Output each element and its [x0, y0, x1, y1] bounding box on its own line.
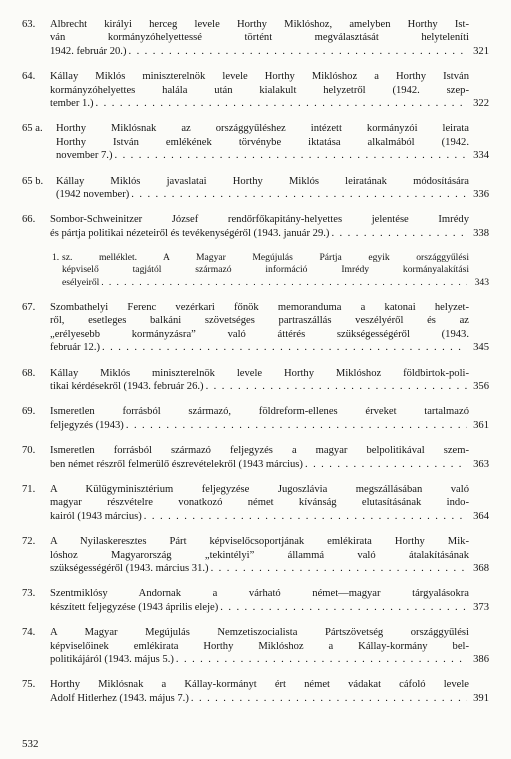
entry-title [22, 175, 469, 202]
entry-title [22, 678, 469, 705]
title-line: képviselő tagjától származó információ Imrédy kormányalakítási [62, 264, 469, 276]
toc-entry [22, 367, 489, 394]
entry-page-number: 321 [473, 45, 489, 57]
title-line: Albrecht királyi herceg levele Horthy Miklóshoz, amelyben Horthy Ist- [50, 19, 469, 30]
entry-number: 1. [52, 252, 60, 264]
title-line: Kállay Miklós miniszterelnök levele Horthy Miklóshoz a Horthy István [50, 71, 469, 83]
leader-dots [96, 97, 467, 110]
toc-entry [22, 175, 489, 202]
title-line: és pártja politikai nézeteiről és tevékenységéről (1943. január 29.) [50, 227, 330, 239]
title-line: A Magyar Megújulás Nemzetiszocialista Pártszövetség országgyűlési [50, 627, 469, 639]
entry-title [22, 213, 469, 240]
entry-number: 72. [22, 536, 36, 548]
toc-entry [22, 626, 489, 666]
title-line: Sombor-Schweinitzer József rendőrfőkapitány-helyettes jelentése Imrédy [50, 214, 469, 226]
title-line: Horthy Miklósnak az országgyűléshez intézett kormányzói leirata [56, 123, 469, 135]
entry-title [52, 252, 469, 289]
title-line: tember 1.) [50, 98, 94, 110]
leader-dots [144, 510, 467, 523]
entry-number: 63. [22, 19, 36, 30]
toc-entry [22, 301, 489, 355]
entry-number: 68. [22, 367, 36, 379]
title-line: feljegyzés (1943) [50, 419, 124, 431]
toc-entry [22, 70, 489, 110]
entry-number: 74. [22, 627, 36, 639]
title-line: ben német részről felmerülő észrevételekről (1943 március) [50, 458, 303, 470]
toc-entry [22, 122, 489, 162]
entry-title [22, 626, 469, 666]
leader-dots [176, 653, 467, 666]
title-line: 1942. február 20.) [50, 45, 127, 57]
entry-title [22, 18, 469, 58]
table-of-contents [22, 18, 489, 705]
entry-title [22, 535, 469, 575]
entry-title [22, 367, 469, 394]
entry-number: 73. [22, 588, 36, 600]
entry-page-number: 386 [473, 654, 489, 666]
title-line: „erélyesebb kormányzásra” való áttérés szükségességéről (1943. [50, 328, 469, 340]
entry-page-number: 373 [473, 601, 489, 613]
title-line: A Nyilaskeresztes Párt képviselőcsoportjának emlékirata Horthy Mik- [50, 536, 469, 548]
leader-dots [102, 341, 467, 354]
entry-page-number: 336 [473, 189, 489, 201]
toc-entry [22, 18, 489, 58]
title-line: ván kormányzóhelyettessé történt megválasztását helyteleníti [50, 32, 469, 44]
title-line: A Külügyminisztérium feljegyzése Jugoszlávia megszállásában való [50, 483, 469, 495]
title-line: február 12.) [50, 342, 100, 354]
entry-title [22, 70, 469, 110]
title-line: magyar részvételre vonatkozó német kívánság elutasításának indo- [50, 497, 469, 509]
leader-dots [128, 45, 467, 58]
entry-title [22, 444, 469, 471]
entry-number: 69. [22, 406, 36, 418]
entry-page-number: 322 [473, 98, 489, 110]
entry-number: 67. [22, 301, 36, 313]
title-line: szükségességéről (1943. március 31.) [50, 562, 209, 574]
leader-dots [211, 562, 467, 575]
leader-dots [305, 458, 467, 471]
entry-title [22, 301, 469, 355]
title-line: Ismeretlen forrásból származó, földreform-ellenes érveket tartalmazó [50, 406, 469, 418]
entry-number: 65 a. [22, 123, 43, 135]
entry-number: 71. [22, 483, 36, 495]
toc-entry [22, 405, 489, 432]
title-line: november 7.) [56, 150, 113, 162]
entry-page-number: 363 [473, 458, 489, 470]
entry-number: 75. [22, 679, 36, 691]
title-line: politikájáról (1943. május 5.) [50, 654, 174, 666]
title-line: lóshoz Magyarország „tekintélyi” állammá való átalakításának [50, 549, 469, 561]
leader-dots [331, 227, 467, 240]
page-number: 532 [22, 738, 39, 750]
title-line: (1942 november) [56, 189, 130, 201]
title-line: Horthy Miklósnak a Kállay-kormányt ért német vádakat cáfoló levele [50, 679, 469, 691]
entry-title [22, 405, 469, 432]
entry-page-number: 361 [473, 419, 489, 431]
entry-number: 65 b. [22, 175, 44, 187]
entry-page-number: 345 [473, 342, 489, 354]
leader-dots [114, 149, 467, 162]
leader-dots [220, 601, 467, 614]
leader-dots [206, 380, 467, 393]
toc-entry [22, 213, 489, 240]
title-line: kairól (1943 március) [50, 510, 142, 522]
toc-entry [22, 483, 489, 523]
entry-title [22, 483, 469, 523]
title-line: ről, esetleges balkáni szövetséges partraszállás veszélyéről és az [50, 315, 469, 327]
title-line: képviselőinek emlékirata Horthy Miklóshoz a Kállay-kormány bel- [50, 640, 469, 652]
entry-page-number: 364 [473, 510, 489, 522]
entry-page-number: 368 [473, 562, 489, 574]
toc-entry [22, 444, 489, 471]
title-line: Szombathelyi Ferenc vezérkari főnök memoranduma a katonai helyzet- [50, 301, 469, 313]
title-line: tikai kérdésekről (1943. február 26.) [50, 380, 204, 392]
title-line: kormányzóhelyettes halála után kialakult helyzetről (1942. szep- [50, 84, 469, 96]
entry-page-number: 334 [473, 150, 489, 162]
title-line: Kállay Miklós miniszterelnök levele Horthy Miklóshoz földbirtok-poli- [50, 367, 469, 379]
title-line: esélyeiről [62, 276, 100, 288]
entry-page-number: 391 [473, 692, 489, 704]
leader-dots [131, 188, 467, 201]
title-line: sz. melléklet. A Magyar Megújulás Pártja egyik országgyűlési [62, 252, 469, 264]
title-line: Kállay Miklós javaslatai Horthy Miklós leiratának módosítására [56, 175, 469, 187]
title-line: Ismeretlen forrásból származó feljegyzés a magyar belpolitikával szem- [50, 445, 469, 457]
leader-dots [101, 277, 467, 289]
title-line: Horthy István emlékének törvénybe iktatása alkalmából (1942. [56, 136, 469, 148]
toc-entry [22, 678, 489, 705]
leader-dots [191, 692, 467, 705]
title-line: Adolf Hitlerhez (1943. május 7.) [50, 692, 189, 704]
entry-page-number: 343 [474, 276, 489, 288]
entry-title [22, 122, 469, 162]
entry-page-number: 338 [473, 227, 489, 239]
entry-page-number: 356 [473, 380, 489, 392]
leader-dots [126, 419, 467, 432]
title-line: készített feljegyzése (1943 április eleje) [50, 601, 219, 613]
entry-title [22, 587, 469, 614]
entry-number: 70. [22, 445, 36, 457]
toc-entry [52, 252, 489, 289]
toc-entry [22, 587, 489, 614]
toc-entry [22, 535, 489, 575]
entry-number: 66. [22, 214, 36, 226]
entry-number: 64. [22, 71, 36, 83]
title-line: Szentmiklósy Andornak a várható német—magyar tárgyalásokra [50, 588, 469, 600]
